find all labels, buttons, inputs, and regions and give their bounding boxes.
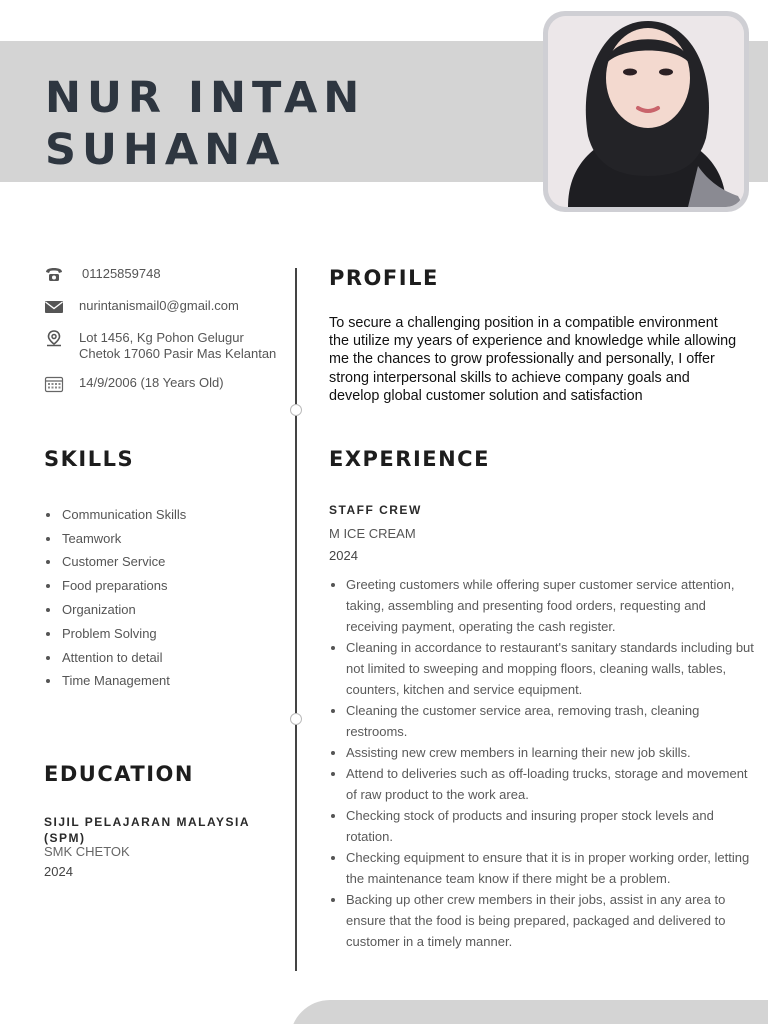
skill-item: Problem Solving bbox=[46, 622, 186, 646]
profile-photo-frame bbox=[543, 11, 749, 212]
education-year: 2024 bbox=[44, 864, 73, 879]
contact-birthdate bbox=[44, 375, 224, 393]
education-school: SMK CHETOK bbox=[44, 844, 130, 859]
skill-item: Customer Service bbox=[46, 551, 186, 575]
skill-item: Communication Skills bbox=[46, 503, 186, 527]
job-title: STAFF CREW bbox=[329, 503, 422, 517]
birthdate: 14/9/2006 (18 Years Old) bbox=[79, 375, 224, 390]
experience-heading: EXPERIENCE bbox=[329, 447, 490, 471]
duty-item: Greeting customers while offering super customer service attention, taking, assembling and presenting food orders, requesting and receiving payment, operating the cash register. bbox=[330, 574, 755, 637]
skill-item: Teamwork bbox=[46, 527, 186, 551]
profile-summary: To secure a challenging position in a compatible environment the utilize my years of experience and knowledge while allowing me the chances to grow professionally and personally, I offer strong interpersonal skills to achieve company goals and develop global customer solution and satisfaction bbox=[329, 315, 737, 404]
skills-list bbox=[46, 503, 186, 693]
phone-icon bbox=[44, 266, 66, 284]
duty-item: Checking equipment to ensure that it is in proper working order, letting the maintenance team know if there might be a problem. bbox=[330, 847, 755, 889]
phone-number[interactable]: 01125859748 bbox=[82, 266, 161, 281]
address-line-1: Lot 1456, Kg Pohon Gelugur bbox=[79, 330, 244, 345]
duty-item: Assisting new crew members in learning their new job skills. bbox=[330, 742, 755, 763]
portrait-illustration bbox=[548, 16, 744, 207]
address-line-2: Chetok 17060 Pasir Mas Kelantan bbox=[79, 346, 277, 361]
name-line-1: NUR INTAN bbox=[45, 73, 366, 123]
contact-email bbox=[44, 298, 239, 316]
duty-item: Cleaning the customer service area, removing trash, cleaning restrooms. bbox=[330, 700, 755, 742]
column-divider bbox=[295, 268, 297, 971]
contact-phone bbox=[44, 266, 161, 284]
skill-item: Attention to detail bbox=[46, 646, 186, 670]
name-line-2: SUHANA bbox=[45, 125, 286, 175]
skill-item: Organization bbox=[46, 598, 186, 622]
address-block bbox=[79, 330, 276, 362]
profile-heading: PROFILE bbox=[329, 266, 439, 290]
education-heading: EDUCATION bbox=[44, 762, 194, 786]
education-qualification: SIJIL PELAJARAN MALAYSIA (SPM) bbox=[44, 815, 250, 845]
footer-decoration bbox=[290, 1000, 768, 1024]
location-pin-icon bbox=[44, 330, 66, 348]
divider-dot bbox=[290, 713, 302, 725]
duty-item: Checking stock of products and insuring proper stock levels and rotation. bbox=[330, 805, 755, 847]
duty-item: Backing up other crew members in their jobs, assist in any area to ensure that the food is being prepared, packaged and delivered to customer in a timely manner. bbox=[330, 889, 755, 952]
profile-photo bbox=[548, 16, 744, 207]
duty-item: Attend to deliveries such as off-loading trucks, storage and movement of raw product to the work area. bbox=[330, 763, 755, 805]
skill-item: Food preparations bbox=[46, 574, 186, 598]
skill-item: Time Management bbox=[46, 670, 186, 694]
job-duties-list bbox=[330, 574, 755, 952]
job-year: 2024 bbox=[329, 548, 358, 563]
calendar-icon bbox=[44, 375, 66, 393]
duty-item: Cleaning in accordance to restaurant's sanitary standards including but not limited to sweeping and mopping floors, cleaning walls, tables, counters, kitchen and service equipment. bbox=[330, 637, 755, 700]
skills-heading: SKILLS bbox=[44, 447, 135, 471]
email-address[interactable]: nurintanismail0@gmail.com bbox=[79, 298, 239, 313]
contact-address bbox=[44, 330, 276, 362]
envelope-icon bbox=[44, 298, 66, 316]
job-company: M ICE CREAM bbox=[329, 526, 416, 541]
divider-dot bbox=[290, 404, 302, 416]
candidate-name bbox=[45, 72, 365, 176]
